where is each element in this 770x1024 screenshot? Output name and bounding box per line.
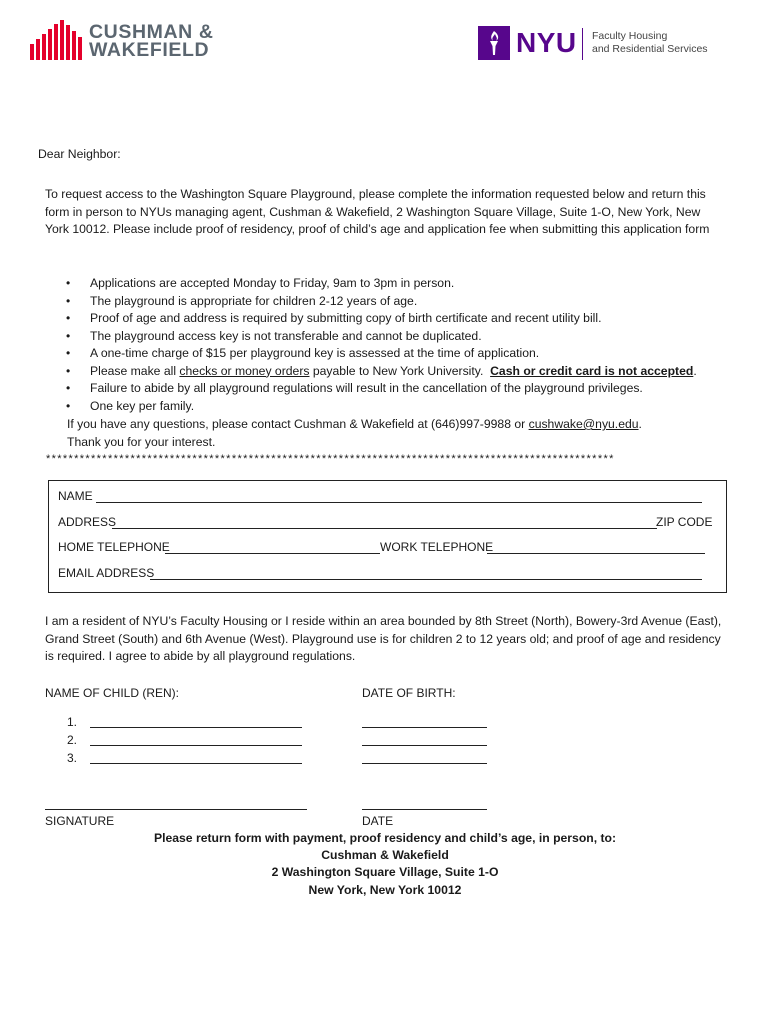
contact-line (67, 416, 747, 434)
child-name-header: NAME OF CHILD (REN): (45, 686, 180, 700)
nyu-subtitle-line: and Residential Services (592, 43, 708, 55)
list-item: • The playground is appropriate for children 2-12 years of age. (63, 293, 743, 311)
signature-label: SIGNATURE (45, 814, 115, 828)
contact-paragraph (67, 416, 747, 451)
contact-text: . (638, 417, 642, 431)
contact-email-link[interactable]: cushwake@nyu.edu (528, 417, 639, 431)
payment-text: Please make all (90, 363, 180, 378)
zip-code-label: ZIP CODE (656, 515, 713, 529)
separator-line: ***************************************************************************************************** (46, 453, 615, 465)
list-item: • Applications are accepted Monday to Friday, 9am to 3pm in person. (63, 275, 743, 293)
child-name-field-3[interactable] (90, 763, 302, 764)
cw-logo-line: WAKEFIELD (89, 39, 210, 61)
name-field[interactable] (96, 502, 702, 503)
cw-logo-line: CUSHMAN & (89, 21, 214, 43)
cushman-wakefield-logo-icon (30, 20, 82, 60)
name-label: NAME (58, 489, 93, 503)
greeting: Dear Neighbor: (38, 147, 121, 161)
date-label: DATE (362, 814, 394, 828)
child-name-field-1[interactable] (90, 727, 302, 728)
list-item: • Failure to abide by all playground regulations will result in the cancellation of the playground privileges. (63, 380, 743, 398)
signature-field[interactable] (45, 809, 307, 810)
list-item: • The playground access key is not transferable and cannot be duplicated. (63, 328, 743, 346)
return-line: Please return form with payment, proof residency and child’s age, in person, to: (153, 831, 617, 845)
child-number: 2. (67, 733, 78, 747)
contact-text: If you have any questions, please contact Cushman & Wakefield at (646)997-9988 or (67, 417, 529, 431)
child-dob-field-3[interactable] (362, 763, 487, 764)
intro-paragraph: To request access to the Washington Square Playground, please complete the information requested below and return this form in person to NYUs managing agent, Cushman & Wakefield, 2 Washington Square Village, Suite 1-O, New York, New York 10012. Please include proof of residency, proof of child’s age and application fee when submitting this application form (45, 187, 710, 236)
home-telephone-field[interactable] (165, 553, 380, 554)
home-telephone-label: HOME TELEPHONE (58, 540, 170, 554)
email-address-field[interactable] (150, 579, 702, 580)
return-instructions (0, 830, 770, 899)
return-line: New York, New York 10012 (308, 882, 462, 897)
list-item-payment (63, 363, 743, 381)
residency-declaration: I am a resident of NYU’s Faculty Housing or I reside within an area bounded by 8th Street (North), Bowery-3rd Avenue (East), Grand Street (South) and 6th Avenue (West). Playground use is for children 2 to 12 years old; and proof of age and residency is required. I agree to abide by all playground regulations. (45, 614, 722, 663)
child-number: 3. (67, 751, 78, 765)
child-dob-field-1[interactable] (362, 727, 487, 728)
payment-underlined: checks or money orders (179, 363, 310, 378)
work-telephone-label: WORK TELEPHONE (380, 540, 494, 554)
rules-list (63, 275, 743, 415)
address-label: ADDRESS (58, 515, 117, 529)
child-name-field-2[interactable] (90, 745, 302, 746)
payment-text: payable to New York University. (309, 363, 491, 378)
payment-warning: Cash or credit card is not accepted (490, 363, 694, 378)
nyu-subtitle (592, 30, 708, 56)
payment-text: . (693, 363, 697, 378)
signature-date-field[interactable] (362, 809, 487, 810)
return-line: Cushman & Wakefield (321, 848, 449, 863)
nyu-logo-divider (582, 28, 583, 60)
nyu-torch-icon (478, 26, 510, 60)
email-address-label: EMAIL ADDRESS (58, 566, 155, 580)
nyu-logo-text: NYU (516, 27, 577, 58)
return-line: 2 Washington Square Village, Suite 1-O (271, 865, 499, 880)
list-item: • A one-time charge of $15 per playground key is assessed at the time of application. (63, 345, 743, 363)
child-dob-field-2[interactable] (362, 745, 487, 746)
work-telephone-field[interactable] (487, 553, 705, 554)
nyu-subtitle-line: Faculty Housing (592, 30, 668, 42)
cushman-wakefield-logo-text (89, 23, 214, 59)
date-of-birth-header: DATE OF BIRTH: (362, 686, 456, 700)
thanks-line: Thank you for your interest. (67, 434, 216, 449)
applicant-form (48, 480, 727, 593)
list-item: • Proof of age and address is required by submitting copy of birth certificate and recent utility bill. (63, 310, 743, 328)
child-number: 1. (67, 715, 78, 729)
address-field[interactable] (112, 528, 657, 529)
list-item: • One key per family. (63, 398, 743, 416)
